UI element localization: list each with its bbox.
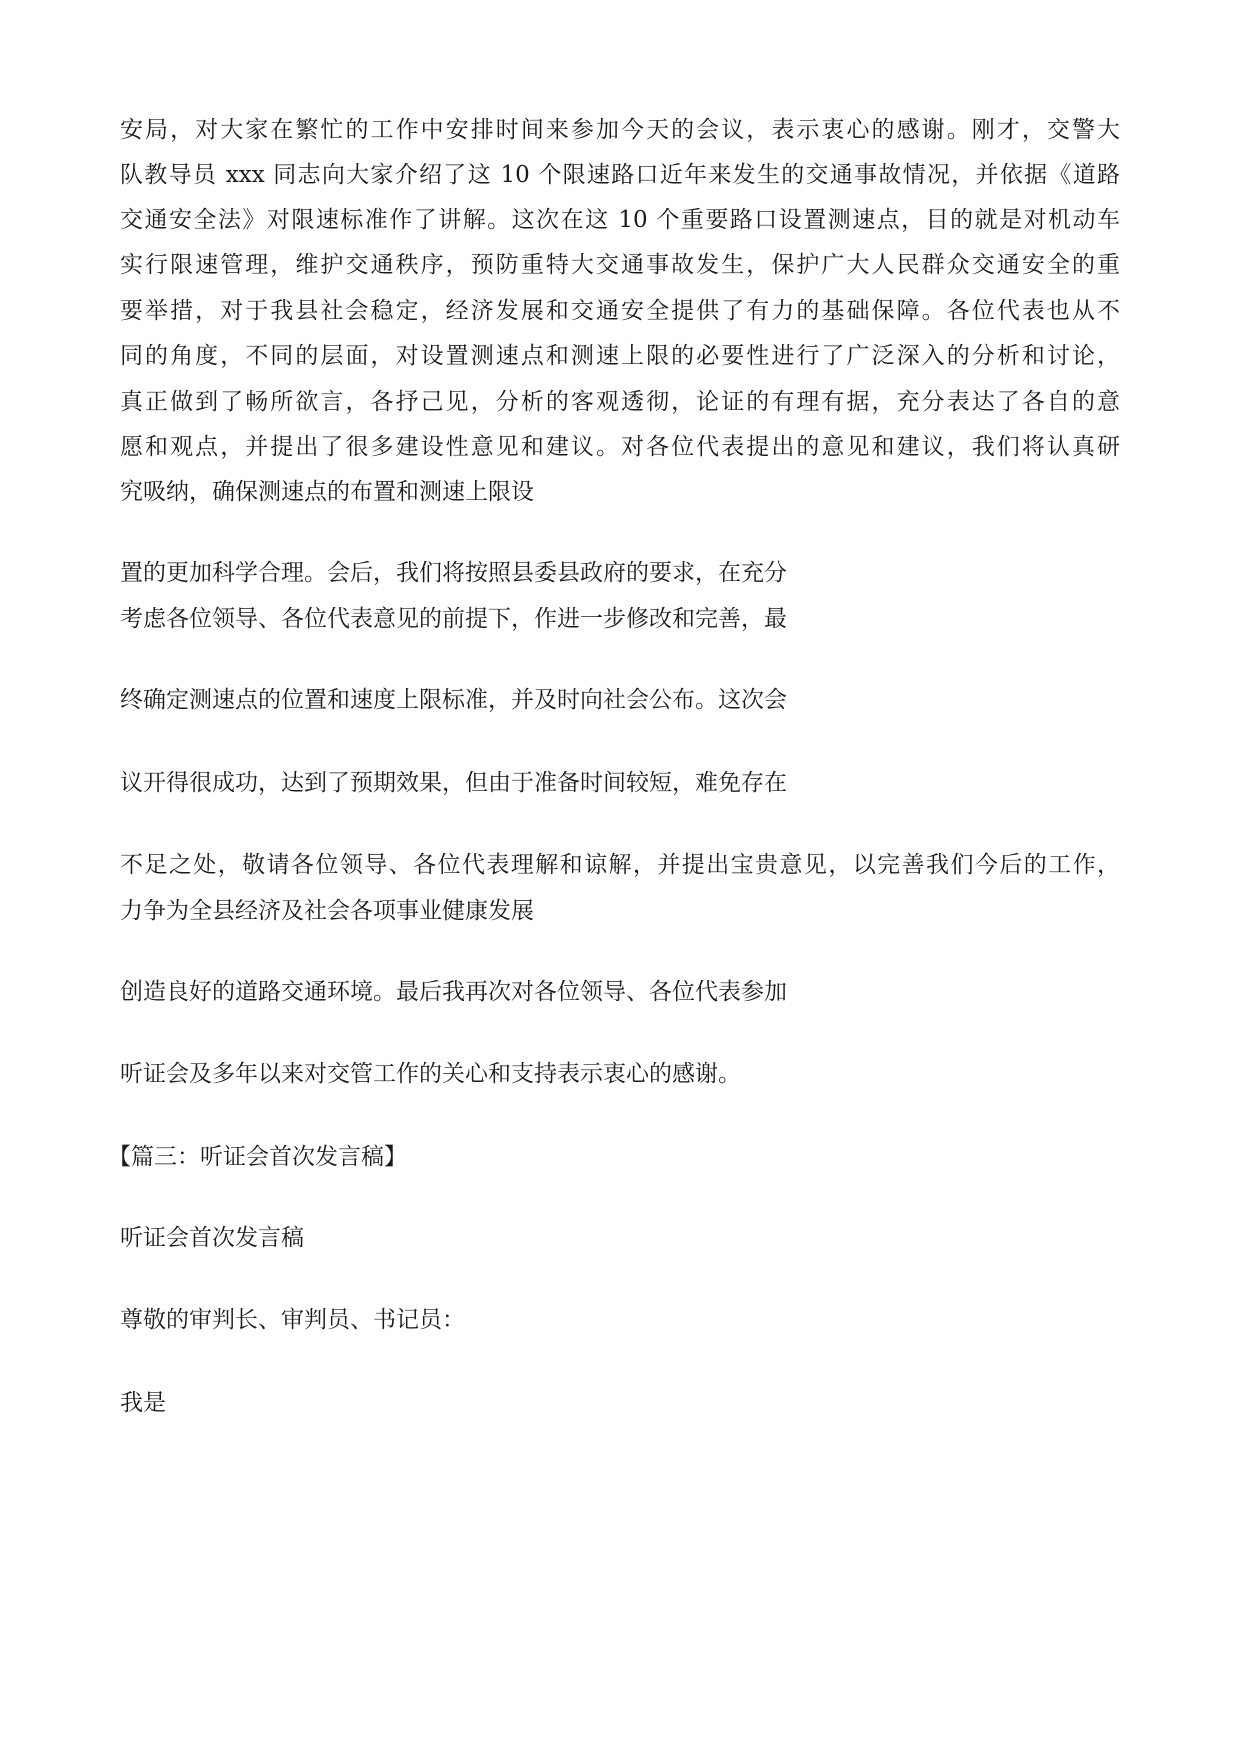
paragraph-line: 力争为全县经济及社会各项事业健康发展 <box>120 898 534 924</box>
paragraph-line: 同的角度，不同的层面，对设置测速点和测速上限的必要性进行了广泛深入的分析和讨论， <box>120 343 1120 369</box>
section-heading: 【篇三：听证会首次发言稿】 <box>108 1144 407 1170</box>
paragraph-line: 终确定测速点的位置和速度上限标准，并及时向社会公布。这次会 <box>120 687 787 713</box>
paragraph-line: 究吸纳，确保测速点的布置和测速上限设 <box>120 479 534 505</box>
paragraph-line: 置的更加科学合理。会后，我们将按照县委县政府的要求，在充分 <box>120 560 787 586</box>
paragraph-line: 要举措，对于我县社会稳定，经济发展和交通安全提供了有力的基础保障。各位代表也从不 <box>120 298 1120 324</box>
paragraph-line: 考虑各位领导、各位代表意见的前提下，作进一步修改和完善，最 <box>120 606 787 632</box>
salutation: 尊敬的审判长、审判员、书记员： <box>120 1307 465 1333</box>
paragraph-line: 安局，对大家在繁忙的工作中安排时间来参加今天的会议，表示衷心的感谢。刚才，交警大 <box>120 117 1120 143</box>
opening-text: 我是 <box>120 1390 166 1416</box>
paragraph-line: 议开得很成功，达到了预期效果，但由于准备时间较短，难免存在 <box>120 770 787 796</box>
paragraph-line: 不足之处，敬请各位领导、各位代表理解和谅解，并提出宝贵意见，以完善我们今后的工作， <box>120 852 1120 878</box>
section-title: 听证会首次发言稿 <box>120 1225 304 1251</box>
paragraph-line: 愿和观点，并提出了很多建设性意见和建议。对各位代表提出的意见和建议，我们将认真研 <box>120 434 1120 460</box>
paragraph-line: 真正做到了畅所欲言，各抒己见，分析的客观透彻，论证的有理有据，充分表达了各自的意 <box>120 389 1120 415</box>
paragraph-line: 创造良好的道路交通环境。最后我再次对各位领导、各位代表参加 <box>120 979 787 1005</box>
paragraph-line: 交通安全法》对限速标准作了讲解。这次在这 10 个重要路口设置测速点，目的就是对机动车 <box>120 207 1120 233</box>
paragraph-line: 队教导员 xxx 同志向大家介绍了这 10 个限速路口近年来发生的交通事故情况，并依据《道路 <box>120 162 1120 188</box>
paragraph-line: 听证会及多年以来对交管工作的关心和支持表示衷心的感谢。 <box>120 1061 741 1087</box>
paragraph-line: 实行限速管理，维护交通秩序，预防重特大交通事故发生，保护广大人民群众交通安全的重 <box>120 252 1120 278</box>
